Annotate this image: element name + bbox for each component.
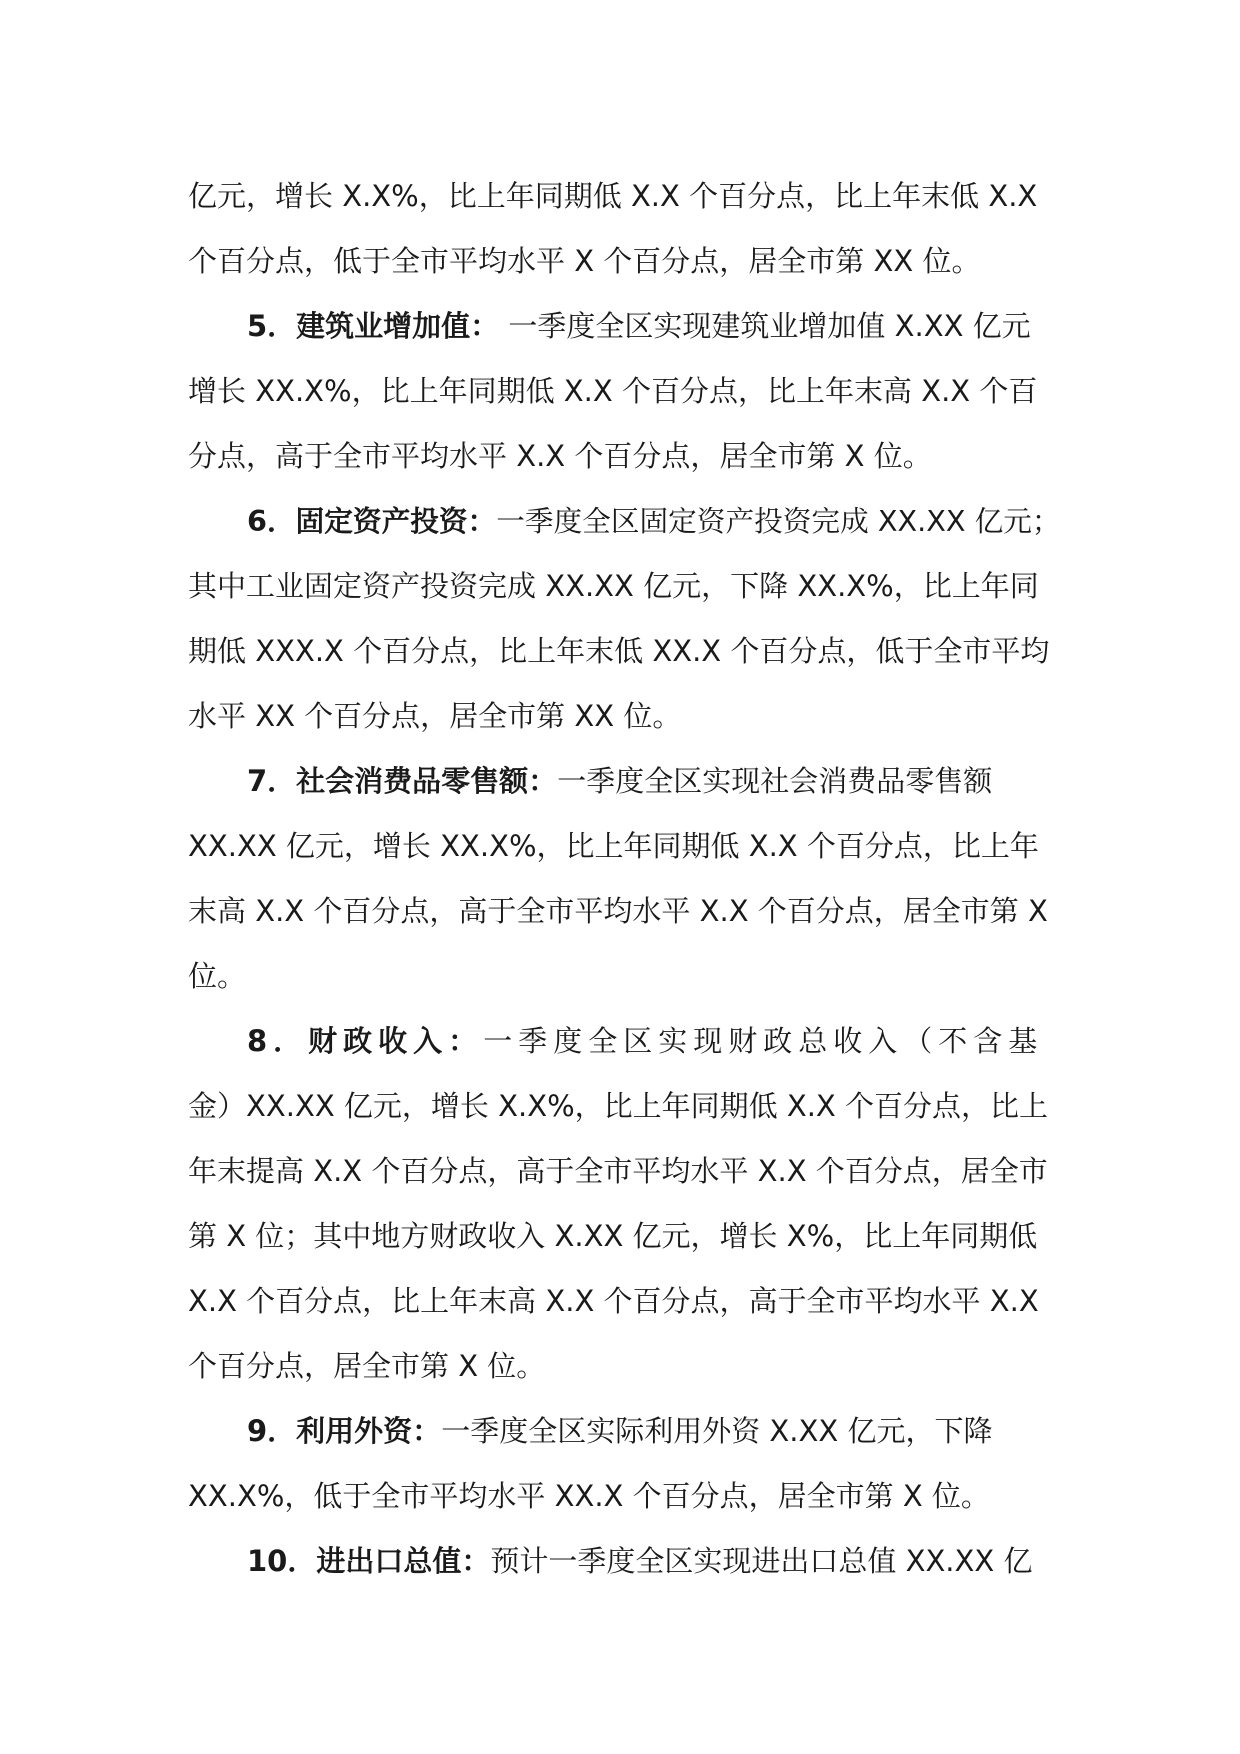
section-heading: 7．社会消费品零售额： (247, 764, 558, 798)
section-heading: 10．进出口总值： (247, 1544, 491, 1578)
text-line (188, 619, 1060, 684)
line-text: 一季度全区实际利用外资 X.XX 亿元，下降 (441, 1414, 993, 1448)
text-line (188, 164, 1060, 229)
line-text: 年末提高 X.X 个百分点，高于全市平均水平 X.X 个百分点，居全市 (188, 1154, 1048, 1188)
line-text: 一季度全区实现财政总收入（不含基 (483, 1024, 1044, 1058)
line-text: 水平 XX 个百分点，居全市第 XX 位。 (188, 699, 682, 733)
section-heading: 9．利用外资： (247, 1414, 442, 1448)
line-text: XX.X%，低于全市平均水平 XX.X 个百分点，居全市第 X 位。 (188, 1479, 990, 1513)
line-text: 预计一季度全区实现进出口总值 XX.XX 亿 (490, 1544, 1033, 1578)
section-10-first-line (188, 1529, 1060, 1594)
line-text: 增长 XX.X%，比上年同期低 X.X 个百分点，比上年末高 X.X 个百 (188, 374, 1038, 408)
line-text: 一季度全区固定资产投资完成 XX.XX 亿元； (496, 504, 1061, 538)
text-line (188, 684, 1060, 749)
text-line (188, 424, 1060, 489)
line-text: 第 X 位；其中地方财政收入 X.XX 亿元，增长 X%，比上年同期低 (188, 1219, 1038, 1253)
line-text: 亿元，增长 X.X%，比上年同期低 X.X 个百分点，比上年末低 X.X (188, 179, 1038, 213)
text-line (188, 879, 1060, 944)
line-text: 末高 X.X 个百分点，高于全市平均水平 X.X 个百分点，居全市第 X (188, 894, 1048, 928)
line-text: 分点，高于全市平均水平 X.X 个百分点，居全市第 X 位。 (188, 439, 932, 473)
text-line (188, 554, 1060, 619)
section-heading: 5．建筑业增加值： (247, 309, 500, 343)
section-6-first-line (188, 489, 1060, 554)
text-line (188, 1334, 1060, 1399)
text-line (188, 814, 1060, 879)
text-line (188, 1269, 1060, 1334)
line-text: 个百分点，居全市第 X 位。 (188, 1349, 546, 1383)
line-text: 一季度全区实现建筑业增加值 X.XX 亿元 (499, 309, 1031, 343)
section-7-first-line (188, 749, 1060, 814)
text-line (188, 1139, 1060, 1204)
text-line (188, 1204, 1060, 1269)
section-heading: 8．财政收入： (247, 1024, 484, 1058)
line-text: 金）XX.XX 亿元，增长 X.X%，比上年同期低 X.X 个百分点，比上 (188, 1089, 1049, 1123)
line-text: X.X 个百分点，比上年末高 X.X 个百分点，高于全市平均水平 X.X (188, 1284, 1039, 1318)
text-line (188, 229, 1060, 294)
text-line (188, 359, 1060, 424)
text-line (188, 1464, 1060, 1529)
line-text: 期低 XXX.X 个百分点，比上年末低 XX.X 个百分点，低于全市平均 (188, 634, 1050, 668)
line-text: 位。 (188, 959, 247, 993)
section-8-first-line (188, 1009, 1060, 1074)
line-text: 其中工业固定资产投资完成 XX.XX 亿元，下降 XX.X%，比上年同 (188, 569, 1039, 603)
section-9-first-line (188, 1399, 1060, 1464)
line-text: XX.XX 亿元，增长 XX.X%，比上年同期低 X.X 个百分点，比上年 (188, 829, 1039, 863)
line-text: 一季度全区实现社会消费品零售额 (557, 764, 993, 798)
text-line (188, 1074, 1060, 1139)
section-heading: 6．固定资产投资： (247, 504, 497, 538)
line-text: 个百分点，低于全市平均水平 X 个百分点，居全市第 XX 位。 (188, 244, 981, 278)
document-page (188, 164, 1060, 1594)
section-5-first-line (188, 294, 1060, 359)
text-line (188, 944, 1060, 1009)
